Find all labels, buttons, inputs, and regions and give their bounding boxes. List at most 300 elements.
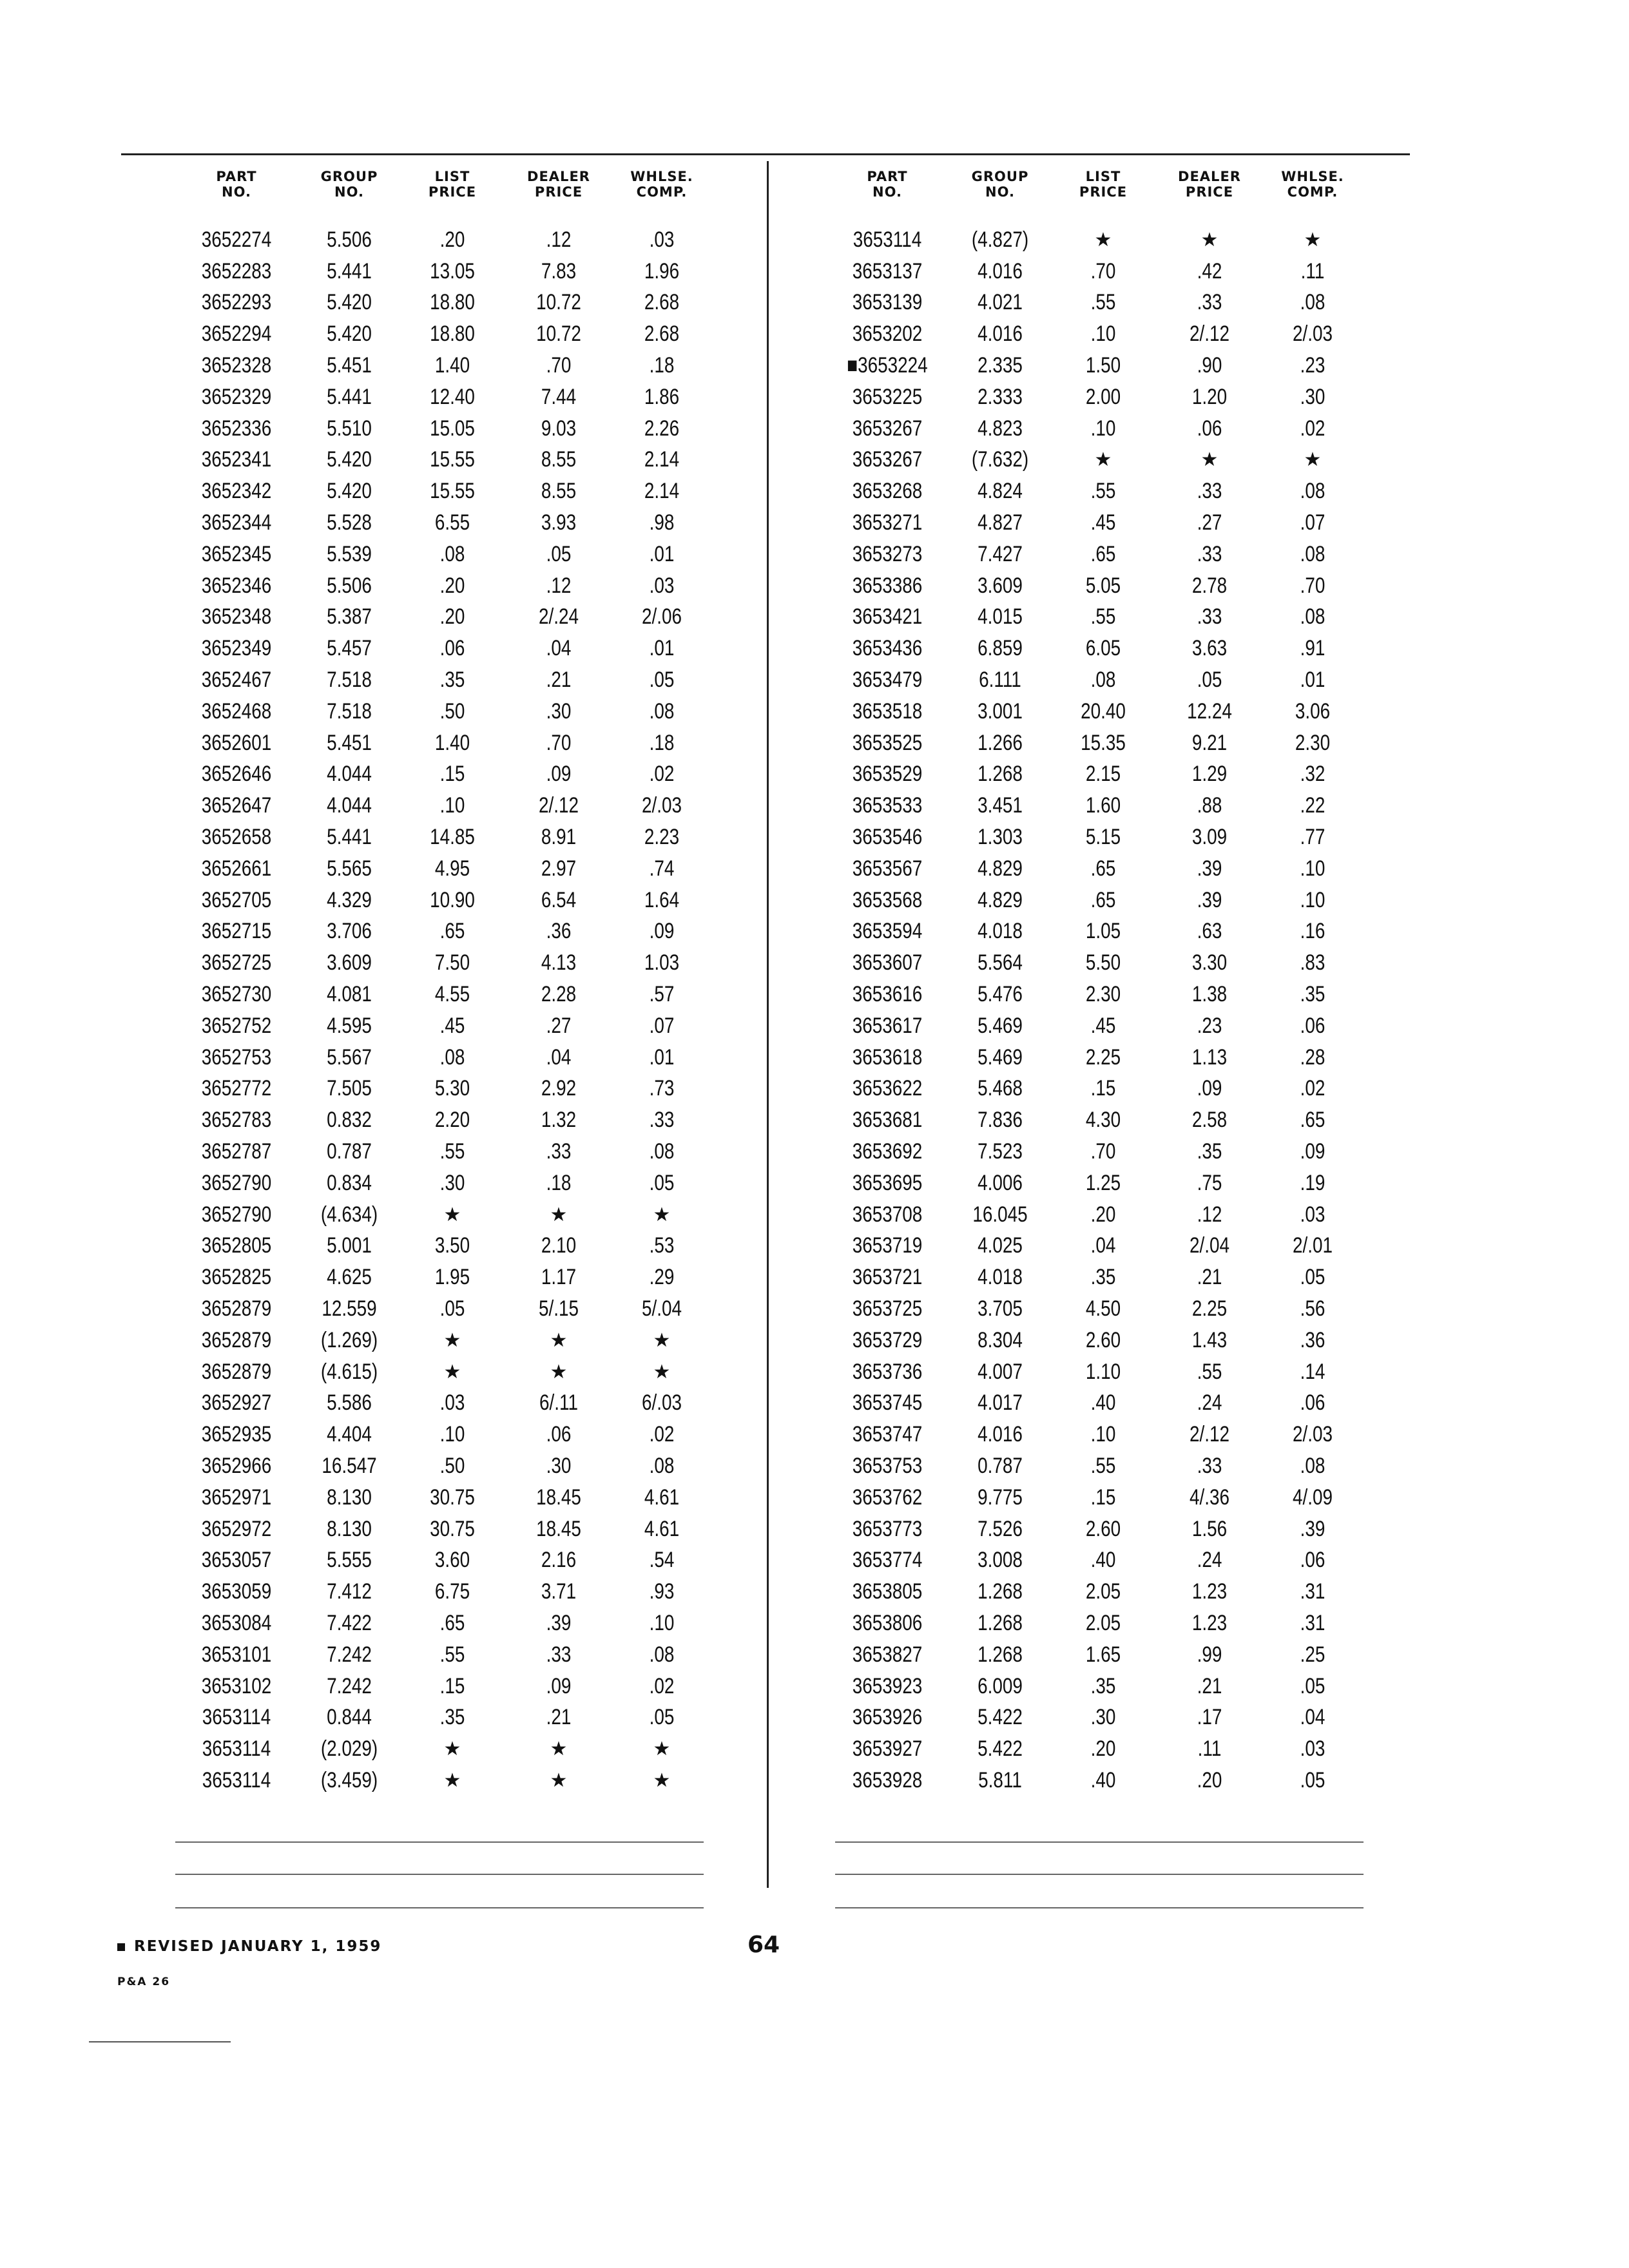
revision-footnote	[117, 1938, 381, 1955]
table-row	[826, 1168, 1380, 1199]
dealer-price-cell: .30	[546, 1453, 572, 1478]
whlse-comp-cell: 4/.09	[1292, 1485, 1333, 1510]
table-row	[175, 1639, 729, 1671]
group-no-cell: (1.269)	[320, 1327, 378, 1352]
table-row	[826, 602, 1380, 633]
table-row	[826, 318, 1380, 350]
whlse-comp-cell: .77	[1300, 825, 1325, 850]
table-row	[175, 664, 729, 696]
part-no-cell: 3652329	[201, 384, 272, 409]
whlse-comp-cell: .02	[1300, 416, 1325, 441]
part-no-cell: 3653762	[852, 1485, 923, 1510]
dealer-price-cell: 3.30	[1191, 950, 1228, 975]
dealer-price-cell: .24	[1197, 1390, 1222, 1416]
table-row	[826, 1042, 1380, 1073]
dealer-price-cell: 12.24	[1187, 698, 1232, 724]
dealer-price-cell: .90	[1197, 353, 1222, 378]
part-no-cell: 3653567	[852, 856, 923, 881]
group-no-cell: 5.451	[327, 353, 372, 378]
header-group-no: GROUP NO.	[971, 169, 1029, 200]
group-no-cell: 1.303	[978, 825, 1023, 850]
list-price-cell: 15.05	[430, 416, 475, 441]
whlse-comp-cell: 2/.03	[1292, 1422, 1333, 1447]
table-row	[175, 539, 729, 570]
list-price-cell: .65	[1090, 541, 1116, 566]
whlse-comp-cell: .08	[1300, 1453, 1325, 1478]
whlse-comp-cell: .16	[1300, 919, 1325, 944]
dealer-price-cell: 1.17	[541, 1265, 577, 1290]
part-no-cell: 3653692	[852, 1139, 923, 1164]
table-row	[175, 853, 729, 885]
dealer-price-cell: 9.03	[541, 416, 577, 441]
group-no-cell: 5.564	[978, 950, 1023, 975]
group-no-cell: (4.615)	[320, 1359, 378, 1384]
dealer-price-cell: 8.55	[541, 447, 577, 472]
part-no-cell: 3653268	[852, 479, 923, 504]
list-price-cell: .35	[439, 1705, 465, 1730]
whlse-comp-cell: .53	[649, 1233, 675, 1258]
whlse-comp-cell: .08	[649, 1139, 675, 1164]
part-no-cell: 3652783	[201, 1108, 272, 1133]
blank-rule	[835, 1874, 1364, 1875]
whlse-comp-cell: .08	[1300, 604, 1325, 629]
part-no-cell: 3653725	[852, 1296, 923, 1321]
whlse-comp-cell: .25	[1300, 1642, 1325, 1667]
group-no-cell: 4.025	[978, 1233, 1023, 1258]
group-no-cell: 12.559	[322, 1296, 377, 1321]
list-price-cell: ★	[443, 1329, 461, 1351]
group-no-cell: 7.242	[327, 1673, 372, 1698]
dealer-price-cell: 2.10	[541, 1233, 577, 1258]
table-row	[175, 381, 729, 413]
part-no-cell: 3653774	[852, 1548, 923, 1573]
list-price-cell: .20	[1090, 1736, 1116, 1762]
dealer-price-cell: .12	[1197, 1202, 1222, 1227]
list-price-cell: .30	[1090, 1705, 1116, 1730]
dealer-price-cell: .12	[546, 573, 572, 598]
table-row	[175, 696, 729, 727]
group-no-cell: 4.007	[978, 1359, 1023, 1384]
part-no-cell: 3653747	[852, 1422, 923, 1447]
group-no-cell: 7.242	[327, 1642, 372, 1667]
blank-rule	[835, 1907, 1364, 1908]
part-no-cell: 3653806	[852, 1610, 923, 1635]
list-price-cell: 1.65	[1085, 1642, 1121, 1667]
part-no-cell: 3653529	[852, 762, 923, 787]
table-row	[175, 1482, 729, 1514]
group-no-cell: 0.832	[327, 1108, 372, 1133]
table-row	[826, 1419, 1380, 1450]
table-row	[826, 539, 1380, 570]
part-no-cell: 3653386	[852, 573, 923, 598]
list-price-cell: 2.00	[1085, 384, 1121, 409]
list-price-cell: .55	[1090, 1453, 1116, 1478]
dealer-price-cell: .21	[546, 1705, 572, 1730]
right-price-table	[826, 169, 1380, 1796]
dealer-price-cell: .06	[546, 1422, 572, 1447]
group-no-cell: 0.834	[327, 1170, 372, 1195]
part-no-cell: 3653928	[852, 1767, 923, 1792]
blank-rule	[835, 1841, 1364, 1843]
dealer-price-cell: .39	[546, 1610, 572, 1635]
table-row	[826, 1482, 1380, 1514]
whlse-comp-cell: .83	[1300, 950, 1325, 975]
table-row	[826, 759, 1380, 791]
dealer-price-cell: 3.09	[1191, 825, 1228, 850]
whlse-comp-cell: .01	[649, 636, 675, 661]
group-no-cell: 4.823	[978, 416, 1023, 441]
part-no-cell: 3652344	[201, 510, 272, 535]
group-no-cell: 4.404	[327, 1422, 372, 1447]
part-no-cell: 3653421	[852, 604, 923, 629]
dealer-price-cell: 2/.12	[1189, 1422, 1230, 1447]
table-row	[826, 1231, 1380, 1262]
part-no-cell: 3652341	[201, 447, 272, 472]
list-price-cell: .65	[439, 1610, 465, 1635]
dealer-price-cell: .27	[1197, 510, 1222, 535]
dealer-price-cell: 1.56	[1191, 1516, 1228, 1541]
group-no-cell: 8.304	[978, 1327, 1023, 1352]
whlse-comp-cell: .11	[1300, 258, 1325, 284]
part-no-cell: 3653202	[852, 322, 923, 347]
list-price-cell: 4.55	[434, 982, 470, 1007]
list-price-cell: .45	[1090, 510, 1116, 535]
list-price-cell: .10	[1090, 322, 1116, 347]
group-no-cell: 6.009	[978, 1673, 1023, 1698]
list-price-cell: 1.50	[1085, 353, 1121, 378]
list-price-cell: 2.30	[1085, 982, 1121, 1007]
list-price-cell: .10	[1090, 1422, 1116, 1447]
whlse-comp-cell: .74	[649, 856, 675, 881]
list-price-cell: 18.80	[430, 290, 475, 315]
group-no-cell: 4.016	[978, 322, 1023, 347]
table-row	[175, 1356, 729, 1388]
whlse-comp-cell: .05	[1300, 1265, 1325, 1290]
group-no-cell: 5.510	[327, 416, 372, 441]
part-no-cell: 3653729	[852, 1327, 923, 1352]
group-no-cell: 4.625	[327, 1265, 372, 1290]
whlse-comp-cell: .09	[649, 919, 675, 944]
table-row	[175, 1325, 729, 1356]
group-no-cell: 7.836	[978, 1108, 1023, 1133]
header-whlse-comp: WHLSE. COMP.	[630, 169, 693, 200]
dealer-price-cell: .33	[1197, 604, 1222, 629]
whlse-comp-cell: .33	[649, 1108, 675, 1133]
group-no-cell: 4.081	[327, 982, 372, 1007]
group-no-cell: 5.441	[327, 825, 372, 850]
list-price-cell: .65	[1090, 856, 1116, 881]
dealer-price-cell: 2.92	[541, 1076, 577, 1101]
whlse-comp-cell: .05	[649, 1170, 675, 1195]
part-no-cell: 3652730	[201, 982, 272, 1007]
dealer-price-cell: .99	[1197, 1642, 1222, 1667]
dealer-price-cell: .30	[546, 698, 572, 724]
list-price-cell: 5.50	[1085, 950, 1121, 975]
list-price-cell: 2.20	[434, 1108, 470, 1133]
table-row	[175, 790, 729, 822]
revision-marker-icon	[117, 1943, 125, 1951]
group-no-cell: (4.634)	[320, 1202, 378, 1227]
table-row	[175, 350, 729, 381]
list-price-cell: 4.50	[1085, 1296, 1121, 1321]
list-price-cell: .04	[1090, 1233, 1116, 1258]
list-price-cell: .70	[1090, 1139, 1116, 1164]
dealer-price-cell: ★	[550, 1769, 568, 1791]
table-row	[826, 1073, 1380, 1105]
group-no-cell: 4.829	[978, 856, 1023, 881]
whlse-comp-cell: .01	[1300, 668, 1325, 693]
whlse-comp-cell: 2.23	[644, 825, 680, 850]
group-no-cell: 5.555	[327, 1548, 372, 1573]
part-no-cell: 3653546	[852, 825, 923, 850]
list-price-cell: 13.05	[430, 258, 475, 284]
dealer-price-cell: 8.91	[541, 825, 577, 850]
group-no-cell: 4.824	[978, 479, 1023, 504]
list-price-cell: 2.15	[1085, 762, 1121, 787]
dealer-price-cell: 5/.15	[538, 1296, 579, 1321]
table-row	[826, 256, 1380, 287]
table-row	[175, 1576, 729, 1608]
group-no-cell: 4.017	[978, 1390, 1023, 1416]
whlse-comp-cell: 2/.03	[1292, 322, 1333, 347]
whlse-comp-cell: .22	[1300, 793, 1325, 818]
group-no-cell: 1.268	[978, 1642, 1023, 1667]
whlse-comp-cell: .03	[649, 573, 675, 598]
list-price-cell: 5.15	[1085, 825, 1121, 850]
list-price-cell: 30.75	[430, 1516, 475, 1541]
list-price-cell: ★	[1094, 229, 1112, 251]
table-row	[175, 1104, 729, 1136]
part-no-cell: 3652294	[201, 322, 272, 347]
dealer-price-cell: 3.71	[541, 1579, 577, 1604]
group-no-cell: 7.412	[327, 1579, 372, 1604]
group-no-cell: 5.469	[978, 1013, 1023, 1038]
part-no-cell: 3652467	[201, 668, 272, 693]
dealer-price-cell: 6.54	[541, 887, 577, 912]
list-price-cell: ★	[443, 1738, 461, 1760]
whlse-comp-cell: 4.61	[644, 1485, 680, 1510]
dealer-price-cell: 2/.12	[538, 793, 579, 818]
list-price-cell: 7.50	[434, 950, 470, 975]
group-no-cell: 4.016	[978, 1422, 1023, 1447]
table-row	[826, 1199, 1380, 1231]
group-no-cell: 5.811	[978, 1767, 1022, 1792]
dealer-price-cell: 6/.11	[539, 1390, 578, 1416]
part-no-cell: 3652705	[201, 887, 272, 912]
group-no-cell: 6.111	[979, 668, 1021, 693]
part-no-cell: 3653622	[852, 1076, 923, 1101]
list-price-cell: ★	[443, 1769, 461, 1791]
list-price-cell: .35	[1090, 1673, 1116, 1698]
part-no-cell: 3653736	[852, 1359, 923, 1384]
part-no-cell: 3652935	[201, 1422, 272, 1447]
dealer-price-cell: .70	[546, 730, 572, 755]
group-no-cell: 4.595	[327, 1013, 372, 1038]
whlse-comp-cell: .05	[1300, 1767, 1325, 1792]
part-no-cell: 3652346	[201, 573, 272, 598]
whlse-comp-cell: 2/.06	[641, 604, 682, 629]
table-row	[175, 570, 729, 602]
list-price-cell: .15	[1090, 1485, 1116, 1510]
catalog-code: P&A 26	[117, 1975, 171, 1988]
part-no-cell: 3652342	[201, 479, 272, 504]
group-no-cell: 3.008	[978, 1548, 1023, 1573]
table-row	[175, 759, 729, 791]
table-row	[175, 1765, 729, 1796]
right-table-rows	[826, 224, 1380, 1796]
dealer-price-cell: .42	[1197, 258, 1222, 284]
list-price-cell: 4.30	[1085, 1108, 1121, 1133]
group-no-cell: 5.565	[327, 856, 372, 881]
dealer-price-cell: .18	[546, 1170, 572, 1195]
whlse-comp-cell: .04	[1300, 1705, 1325, 1730]
table-row	[175, 979, 729, 1010]
header-group-no: GROUP NO.	[320, 169, 378, 200]
table-row	[175, 318, 729, 350]
dealer-price-cell: 10.72	[536, 290, 581, 315]
table-row	[175, 1450, 729, 1482]
part-no-cell: 3653607	[852, 950, 923, 975]
part-no-cell: 3653114	[202, 1705, 271, 1730]
list-price-cell: 14.85	[430, 825, 475, 850]
table-row	[175, 1042, 729, 1073]
whlse-comp-cell: .39	[1300, 1516, 1325, 1541]
dealer-price-cell: .55	[1197, 1359, 1222, 1384]
dealer-price-cell: 10.72	[536, 322, 581, 347]
whlse-comp-cell: 4.61	[644, 1516, 680, 1541]
whlse-comp-cell: 1.64	[644, 887, 680, 912]
whlse-comp-cell: .56	[1300, 1296, 1325, 1321]
whlse-comp-cell: 1.03	[644, 950, 680, 975]
table-row	[175, 1262, 729, 1293]
part-no-cell: 3653059	[201, 1579, 272, 1604]
list-price-cell: 4.95	[434, 856, 470, 881]
list-price-cell: ★	[1094, 449, 1112, 471]
part-no-cell: 3653267	[852, 416, 923, 441]
whlse-comp-cell: .70	[1300, 573, 1325, 598]
group-no-cell: 5.567	[327, 1044, 372, 1070]
list-price-cell: .08	[1090, 668, 1116, 693]
table-row	[826, 445, 1380, 476]
dealer-price-cell: 18.45	[536, 1485, 581, 1510]
whlse-comp-cell: 2.68	[644, 290, 680, 315]
whlse-comp-cell: .08	[1300, 479, 1325, 504]
part-no-cell: 3653436	[852, 636, 923, 661]
list-price-cell: .45	[439, 1013, 465, 1038]
column-divider	[767, 161, 769, 1888]
group-no-cell: 5.469	[978, 1044, 1023, 1070]
whlse-comp-cell: .29	[649, 1265, 675, 1290]
part-no-cell: 3653267	[852, 447, 923, 472]
dealer-price-cell: 1.13	[1191, 1044, 1228, 1070]
list-price-cell: .08	[439, 1044, 465, 1070]
table-row	[826, 696, 1380, 727]
group-no-cell: 1.268	[978, 1579, 1023, 1604]
dealer-price-cell: 2.16	[541, 1548, 577, 1573]
whlse-comp-cell: .03	[649, 227, 675, 252]
part-no-cell: 3652966	[201, 1453, 272, 1478]
group-no-cell: 4.044	[327, 793, 372, 818]
blank-rule	[175, 1841, 704, 1843]
dealer-price-cell: .09	[546, 762, 572, 787]
group-no-cell: (4.827)	[971, 227, 1029, 252]
table-row	[826, 1576, 1380, 1608]
dealer-price-cell: 2.28	[541, 982, 577, 1007]
table-row	[175, 1387, 729, 1419]
part-no-cell: 3653721	[852, 1265, 923, 1290]
list-price-cell: .40	[1090, 1548, 1116, 1573]
whlse-comp-cell: .91	[1300, 636, 1325, 661]
whlse-comp-cell: .57	[649, 982, 675, 1007]
whlse-comp-cell: ★	[1304, 229, 1322, 251]
list-price-cell: .55	[1090, 479, 1116, 504]
table-row	[826, 1639, 1380, 1671]
list-price-cell: 2.05	[1085, 1579, 1121, 1604]
dealer-price-cell: 2.25	[1191, 1296, 1228, 1321]
dealer-price-cell: .17	[1197, 1705, 1222, 1730]
table-row	[175, 445, 729, 476]
dealer-price-cell: 3.63	[1191, 636, 1228, 661]
group-no-cell: 5.001	[327, 1233, 372, 1258]
part-no-cell: 3653618	[852, 1044, 923, 1070]
dealer-price-cell: .70	[546, 353, 572, 378]
group-no-cell: 5.506	[327, 573, 372, 598]
table-row	[175, 1073, 729, 1105]
part-no-cell: 3653695	[852, 1170, 923, 1195]
whlse-comp-cell: .07	[649, 1013, 675, 1038]
dealer-price-cell: ★	[550, 1329, 568, 1351]
dealer-price-cell: .39	[1197, 856, 1222, 881]
group-no-cell: 3.609	[978, 573, 1023, 598]
table-row	[826, 1702, 1380, 1733]
dealer-price-cell: .20	[1197, 1767, 1222, 1792]
group-no-cell: 1.268	[978, 1610, 1023, 1635]
part-no-cell: 3652752	[201, 1013, 272, 1038]
whlse-comp-cell: ★	[653, 1738, 671, 1760]
part-no-cell: 3652274	[201, 227, 272, 252]
table-row	[826, 507, 1380, 539]
table-row	[826, 1136, 1380, 1168]
table-row	[826, 350, 1380, 381]
whlse-comp-cell: .36	[1300, 1327, 1325, 1352]
part-no-cell: 3652601	[201, 730, 272, 755]
group-no-cell: 5.441	[327, 258, 372, 284]
part-no-cell: 3652725	[201, 950, 272, 975]
table-row	[175, 602, 729, 633]
list-price-cell: .40	[1090, 1390, 1116, 1416]
table-row	[826, 1325, 1380, 1356]
part-no-cell: 3652658	[201, 825, 272, 850]
list-price-cell: 5.05	[1085, 573, 1121, 598]
dealer-price-cell: .33	[1197, 1453, 1222, 1478]
group-no-cell: 7.427	[978, 541, 1023, 566]
dealer-price-cell: 18.45	[536, 1516, 581, 1541]
list-price-cell: .15	[439, 1673, 465, 1698]
group-no-cell: 7.523	[978, 1139, 1023, 1164]
group-no-cell: 2.335	[978, 353, 1023, 378]
dealer-price-cell: .88	[1197, 793, 1222, 818]
list-price-cell: 1.10	[1085, 1359, 1121, 1384]
whlse-comp-cell: .05	[649, 1705, 675, 1730]
part-no-cell: 3653137	[852, 258, 923, 284]
part-no-cell: 3652349	[201, 636, 272, 661]
dealer-price-cell: .35	[1197, 1139, 1222, 1164]
part-no-cell: 3652293	[201, 290, 272, 315]
group-no-cell: 5.420	[327, 322, 372, 347]
header-part-no: PART NO.	[867, 169, 908, 200]
list-price-cell: .05	[439, 1296, 465, 1321]
whlse-comp-cell: .28	[1300, 1044, 1325, 1070]
